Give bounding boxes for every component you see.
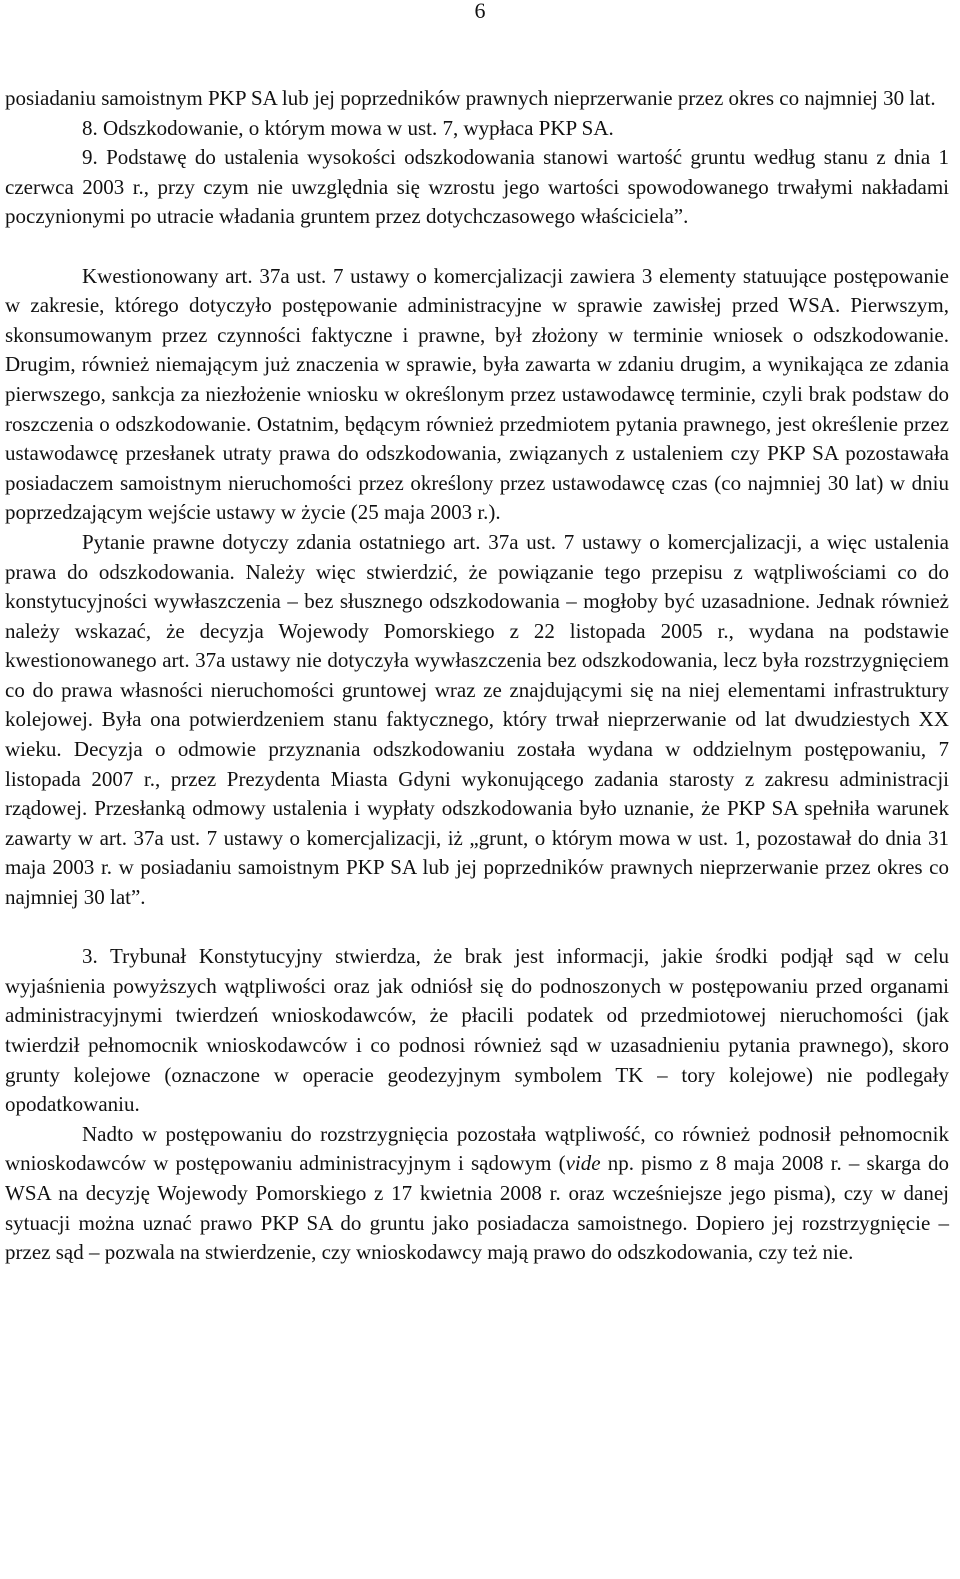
paragraph-continued: posiadaniu samoistnym PKP SA lub jej poprzedników prawnych nieprzerwanie przez okres co najmniej 30 lat. — [5, 86, 936, 110]
paragraph-legal-question: Pytanie prawne dotyczy zdania ostatniego art. 37a ust. 7 ustawy o komercjalizacji, a więc ustalenia prawa do odszkodowania. Należy więc stwierdzić, że powiązanie tego przepisu z wątpliwościami co do konstytucyjności wywłaszczenia – bez słusznego odszkodowania – mogłoby być uzasadnione. Jednak również należy wskazać, że decyzja Wojewody Pomorskiego z 22 listopada 2005 r., wydana na podstawie kwestionowanego art. 37a ustawy nie dotyczyła wywłaszczenia bez odszkodowania, lecz była rozstrzygnięciem co do prawa własności nieruchomości gruntowej wraz ze znajdującymi się na niej elementami infrastruktury kolejowej. Była ona potwierdzeniem stanu faktycznego, który trwał nieprzerwanie od lat dwudziestych XX wieku. Decyzja o odmowie przyznania odszkodowaniu została wydana w oddzielnym postępowaniu, 7 listopada 2007 r., przez Prezydenta Miasta Gdyni wykonującego zadania starosty z zakresu administracji rządowej. Przesłanką odmowy ustalenia i wypłaty odszkodowania było uznanie, że PKP SA spełniła warunek zawarty w art. 37a ust. 7 ustawy o komercjalizacji, iż „grunt, o którym mowa w ust. 1, pozostawał do dnia 31 maja 2003 r. w posiadaniu samoistnym PKP SA lub jej poprzedników prawnych nieprzerwanie przez okres co najmniej 30 lat”. — [5, 529, 949, 910]
paragraph-doubt-part-a: Nadto w postępowaniu do rozstrzygnięcia pozostała wątpliwość, co również podnosił pełnomocnik wnioskodawców w postępowaniu administracyjnym i sądowym ( — [5, 1121, 949, 1176]
document-body — [5, 84, 949, 1268]
paragraph-art-37a-elements: Kwestionowany art. 37a ust. 7 ustawy o komercjalizacji zawiera 3 elementy statuujące postępowanie w zakresie, którego dotyczyło postępowanie administracyjne w sprawie zawisłej przed WSA. Pierwszym, skonsumowanym przez czynności faktyczne i prawne, był złożony w terminie wniosek o odszkodowanie. Drugim, również niemającym już znaczenia w sprawie, była zawarta w zdaniu drugim, a wynikająca ze zdania pierwszego, sankcja za niezłożenie wniosku w określonym przez ustawodawcę terminie, czyli brak podstaw do roszczenia o odszkodowanie. Ostatnim, będącym również przedmiotem pytania prawnego, jest określenie przez ustawodawcę przesłanek utraty prawa do odszkodowania, związanych z ustaleniem czy PKP SA pozostawała posiadaczem samoistnym nieruchomości przez określony przez ustawodawcę czas (co najmniej 30 lat) w dniu poprzedzającym wejście ustawy w życie (25 maja 2003 r.). — [5, 263, 949, 525]
paragraph-section-3: 3. Trybunał Konstytucyjny stwierdza, że brak jest informacji, jakie środki podjął sąd w celu wyjaśnienia powyższych wątpliwości oraz jak odniósł się do podnoszonych w postępowaniu przed organami administracyjnymi twierdzeń wnioskodawców, że płacili podatek od przedmiotowej nieruchomości (jak twierdził pełnomocnik wnioskodawców i co podnosi również sąd w uzasadnieniu pytania prawnego), skoro grunty kolejowe (oznaczone w operacie geodezyjnym symbolem TK – tory kolejowe) nie podlegały opodatkowaniu. — [5, 944, 949, 1117]
paragraph-doubt — [5, 1120, 949, 1268]
paragraph-doubt-part-b: np. pismo z 8 maja 2008 r. – skarga do WSA na decyzję Wojewody Pomorskiego z 17 kwietnia 2008 r. oraz wcześniejsze jego pisma), czy w danej sytuacji można uznać prawo PKP SA do gruntu jako posiadacza samoistnego. Dopiero jej rozstrzygnięcie – przez sąd – pozwala na stwierdzenie, czy wnioskodawcy mają prawo do odszkodowania, czy też nie. — [5, 1151, 949, 1265]
page-number: 6 — [474, 0, 486, 23]
vide-term: vide — [565, 1151, 601, 1176]
paragraph-item-8: 8. Odszkodowanie, o którym mowa w ust. 7, wypłaca PKP SA. — [82, 115, 614, 140]
paragraph-item-9: 9. Podstawę do ustalenia wysokości odszkodowania stanowi wartość gruntu według stanu z dnia 1 czerwca 2003 r., przy czym nie uwzględnia się wzrostu jego wartości spowodowanego trwałymi nakładami poczynionymi po utracie władania gruntem przez dotychczasowego właściciela”. — [5, 145, 949, 229]
